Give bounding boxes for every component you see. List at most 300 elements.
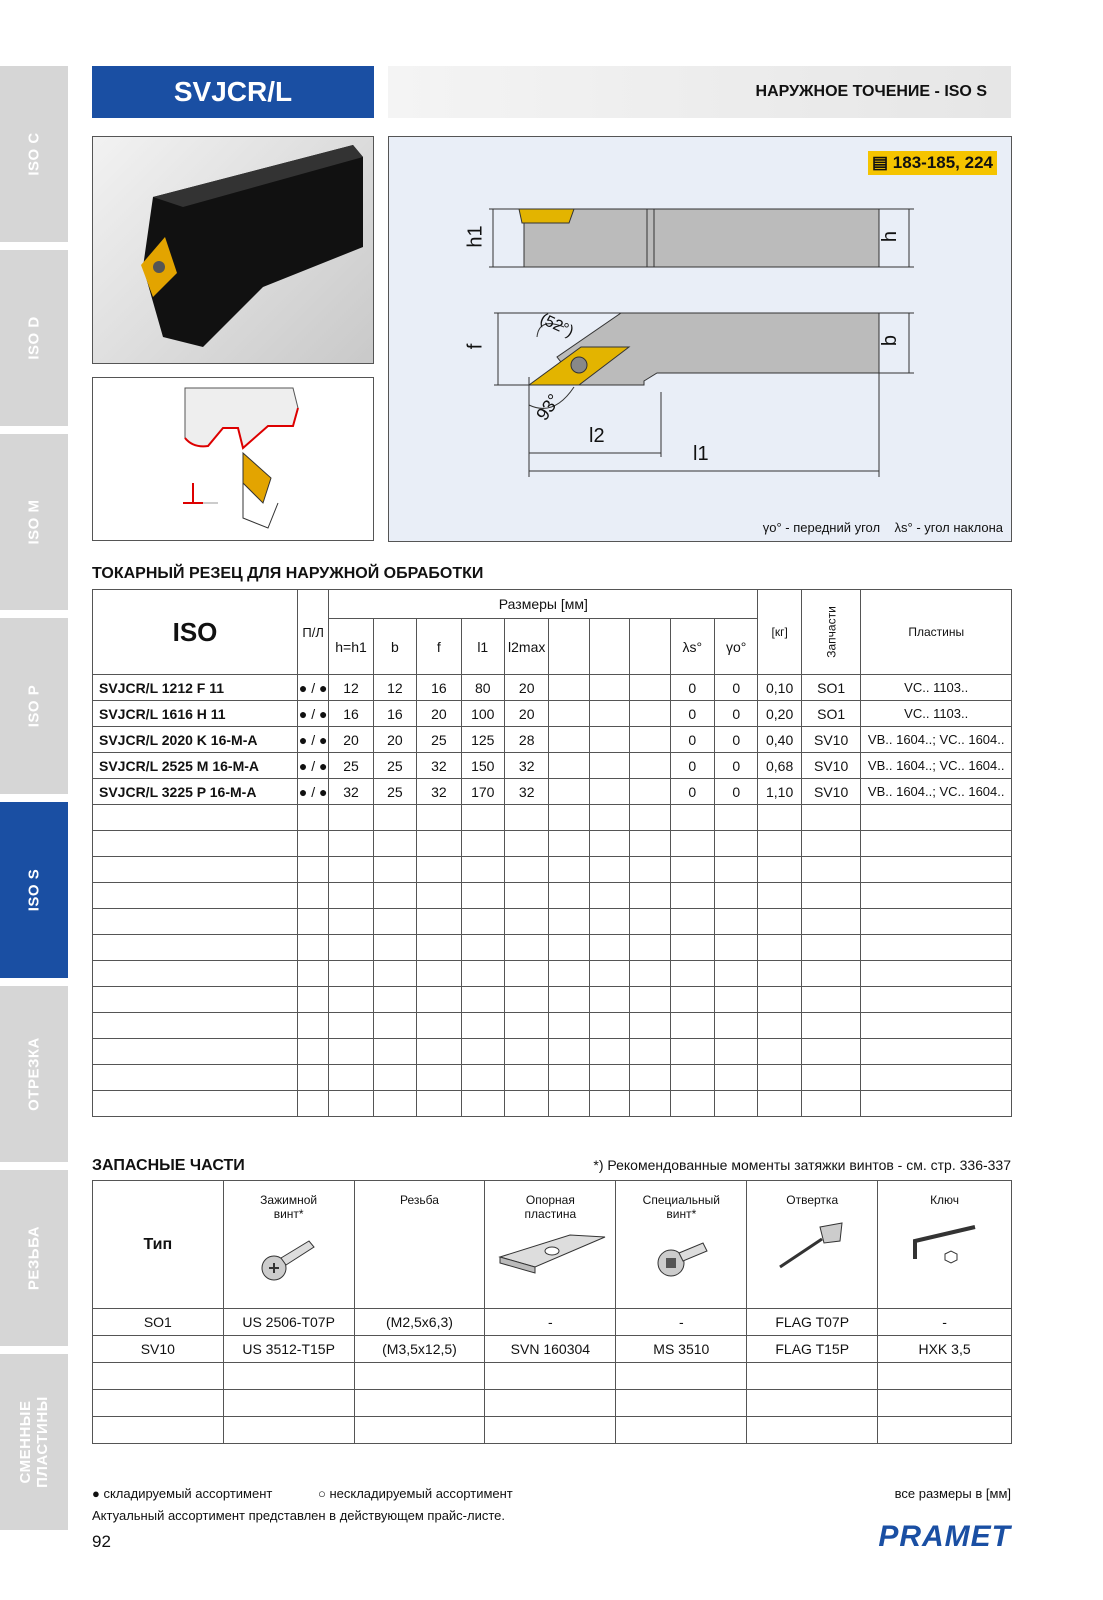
col-header	[630, 619, 670, 675]
cell-f: 32	[417, 753, 461, 779]
empty-cell	[758, 831, 801, 857]
cell-f: 32	[417, 779, 461, 805]
cell-b: 20	[373, 727, 416, 753]
empty-cell	[461, 1065, 504, 1091]
empty-cell	[747, 1417, 878, 1444]
cell-l1: 170	[461, 779, 504, 805]
col-header: b	[373, 619, 416, 675]
empty-cell	[461, 883, 504, 909]
tool-holder-image	[93, 137, 373, 363]
empty-cell	[417, 1065, 461, 1091]
spares-header-label: Запчасти	[824, 606, 839, 658]
side-tab-label: ISO P	[25, 684, 43, 728]
empty-cell	[223, 1390, 354, 1417]
empty-cell	[549, 1039, 589, 1065]
empty-cell	[373, 1039, 416, 1065]
empty-cell	[670, 831, 714, 857]
dimension-drawing	[389, 137, 1011, 541]
empty-cell	[861, 1039, 1012, 1065]
empty-cell	[298, 831, 329, 857]
empty-cell	[223, 1417, 354, 1444]
page-reference: 183-185, 224	[892, 153, 993, 172]
side-tab-iso-p[interactable]	[0, 618, 68, 794]
tool-code: SVJCR/L 2020 K 16-M-A	[93, 727, 298, 753]
cell-l1: 100	[461, 701, 504, 727]
empty-cell	[630, 883, 670, 909]
cell-h: 25	[329, 753, 373, 779]
empty-cell	[504, 987, 548, 1013]
spares-header	[801, 590, 861, 675]
empty-cell	[589, 987, 629, 1013]
tool-code: SVJCR/L 2525 M 16-M-A	[93, 753, 298, 779]
tool-code: SVJCR/L 1616 H 11	[93, 701, 298, 727]
side-tab-label: ISO S	[25, 868, 43, 912]
empty-cell	[373, 1091, 416, 1117]
empty-cell	[589, 831, 629, 857]
cell-h: 16	[329, 701, 373, 727]
empty-cell	[715, 805, 758, 831]
side-tab-label: ISO M	[25, 499, 43, 545]
empty-cell	[504, 805, 548, 831]
col-header: l2max	[504, 619, 548, 675]
cell-spare: SO1	[801, 701, 861, 727]
empty-cell	[373, 883, 416, 909]
shim-plate-icon	[490, 1227, 610, 1277]
cell-go: 0	[715, 753, 758, 779]
empty-cell	[329, 831, 373, 857]
side-tab-label: ОТРЕЗКА	[25, 1037, 43, 1111]
empty-row	[93, 987, 1012, 1013]
dim-label-h1: h1	[464, 225, 487, 248]
empty-cell	[670, 909, 714, 935]
empty-row	[93, 961, 1012, 987]
table-row	[93, 727, 1012, 753]
empty-cell	[801, 1065, 861, 1091]
dim-label-l2: l2	[589, 425, 605, 447]
empty-cell	[461, 1039, 504, 1065]
cell-l2: 32	[504, 779, 548, 805]
empty-cell	[298, 883, 329, 909]
empty-cell	[93, 1039, 298, 1065]
empty-cell	[589, 1091, 629, 1117]
col-header: γo°	[715, 619, 758, 675]
cell-b: 12	[373, 675, 416, 701]
cell-go: 0	[715, 779, 758, 805]
empty-cell	[589, 935, 629, 961]
empty-cell	[373, 909, 416, 935]
empty-cell	[93, 1091, 298, 1117]
empty-cell	[589, 1065, 629, 1091]
empty-cell	[589, 805, 629, 831]
dim-label-f: f	[464, 343, 487, 350]
spares-cell: US 3512-T15P	[223, 1336, 354, 1363]
cell-l1: 150	[461, 753, 504, 779]
empty-cell	[861, 857, 1012, 883]
table-row	[93, 779, 1012, 805]
hex-key-icon	[905, 1219, 985, 1279]
empty-cell	[715, 831, 758, 857]
empty-cell	[670, 883, 714, 909]
empty-cell	[93, 1065, 298, 1091]
empty-cell	[670, 1039, 714, 1065]
category-title	[388, 66, 1011, 118]
spares-col-thread	[354, 1181, 485, 1309]
empty-cell	[861, 805, 1012, 831]
cell-insert: VB.. 1604..; VC.. 1604..	[861, 779, 1012, 805]
empty-cell	[801, 805, 861, 831]
spares-col-shim	[485, 1181, 616, 1309]
spares-cell: SV10	[93, 1336, 224, 1363]
dim-label-l1: l1	[693, 443, 709, 465]
cell-go: 0	[715, 727, 758, 753]
empty-cell	[549, 805, 589, 831]
empty-cell	[504, 1013, 548, 1039]
cell-l2: 20	[504, 701, 548, 727]
empty-cell	[758, 1013, 801, 1039]
empty-cell	[417, 857, 461, 883]
cell-h: 12	[329, 675, 373, 701]
empty-cell	[373, 857, 416, 883]
spares-col-screwdriver	[747, 1181, 878, 1309]
empty-cell	[616, 1390, 747, 1417]
empty-cell	[461, 1013, 504, 1039]
empty-cell	[715, 1039, 758, 1065]
empty-cell	[373, 987, 416, 1013]
empty-cell	[329, 857, 373, 883]
cell-ls: 0	[670, 753, 714, 779]
empty-cell	[715, 961, 758, 987]
empty-cell	[861, 883, 1012, 909]
empty-cell	[298, 1013, 329, 1039]
empty-cell	[549, 1065, 589, 1091]
empty-cell	[223, 1363, 354, 1390]
empty-cell	[461, 805, 504, 831]
empty-cell	[504, 935, 548, 961]
empty-cell	[747, 1363, 878, 1390]
empty-cell	[589, 753, 629, 779]
cell-kg: 0,20	[758, 701, 801, 727]
spares-row	[93, 1336, 1012, 1363]
cell-ls: 0	[670, 779, 714, 805]
empty-cell	[589, 1013, 629, 1039]
col-header: f	[417, 619, 461, 675]
table-row	[93, 701, 1012, 727]
page-number: 92	[92, 1532, 111, 1551]
spares-col-key	[878, 1181, 1012, 1309]
spares-cell: SVN 160304	[485, 1336, 616, 1363]
legend-inclination-angle: λs° - угол наклона	[894, 520, 1003, 535]
empty-cell	[461, 909, 504, 935]
angle-legend	[763, 520, 1003, 535]
empty-cell	[417, 935, 461, 961]
spares-col-clamp-screw	[223, 1181, 354, 1309]
empty-cell	[630, 831, 670, 857]
side-tab-thread[interactable]	[0, 1170, 68, 1346]
empty-cell	[329, 935, 373, 961]
empty-cell	[373, 831, 416, 857]
empty-cell	[589, 857, 629, 883]
empty-cell	[801, 857, 861, 883]
empty-row	[93, 805, 1012, 831]
empty-cell	[461, 987, 504, 1013]
empty-cell	[549, 909, 589, 935]
empty-cell	[373, 805, 416, 831]
empty-cell	[758, 1065, 801, 1091]
empty-cell	[329, 987, 373, 1013]
spares-cell: -	[616, 1309, 747, 1336]
empty-cell	[861, 1013, 1012, 1039]
empty-row	[93, 857, 1012, 883]
empty-cell	[504, 857, 548, 883]
cell-pl: ● / ●	[298, 753, 329, 779]
iso-header: ISO	[93, 590, 298, 675]
empty-cell	[329, 883, 373, 909]
cell-h: 20	[329, 727, 373, 753]
cell-f: 16	[417, 675, 461, 701]
col-header	[589, 619, 629, 675]
empty-cell	[758, 883, 801, 909]
empty-cell	[417, 883, 461, 909]
side-tab-label: ISO C	[25, 132, 43, 176]
side-tab-cutoff[interactable]	[0, 986, 68, 1162]
empty-cell	[93, 1363, 224, 1390]
cell-insert: VC.. 1103..	[861, 675, 1012, 701]
empty-cell	[417, 805, 461, 831]
cell-insert: VB.. 1604..; VC.. 1604..	[861, 727, 1012, 753]
cell-spare: SV10	[801, 727, 861, 753]
empty-cell	[373, 1013, 416, 1039]
empty-cell	[670, 805, 714, 831]
empty-cell	[630, 1039, 670, 1065]
spares-cell: (M2,5x6,3)	[354, 1309, 485, 1336]
cell-h: 32	[329, 779, 373, 805]
empty-cell	[589, 883, 629, 909]
section-title: ТОКАРНЫЙ РЕЗЕЦ ДЛЯ НАРУЖНОЙ ОБРАБОТКИ	[92, 565, 484, 582]
empty-cell	[589, 1039, 629, 1065]
empty-cell	[417, 1091, 461, 1117]
cell-l2: 32	[504, 753, 548, 779]
empty-cell	[549, 987, 589, 1013]
machining-sketch	[93, 378, 373, 540]
empty-cell	[373, 961, 416, 987]
technical-diagram	[388, 136, 1012, 542]
empty-cell	[670, 987, 714, 1013]
empty-cell	[616, 1363, 747, 1390]
empty-cell	[504, 883, 548, 909]
cell-pl: ● / ●	[298, 701, 329, 727]
empty-cell	[549, 935, 589, 961]
page-reference-badge[interactable]: ▤ 183-185, 224	[868, 151, 997, 175]
cell-spare: SV10	[801, 779, 861, 805]
empty-cell	[715, 883, 758, 909]
empty-cell	[589, 909, 629, 935]
empty-cell	[801, 1013, 861, 1039]
empty-cell	[801, 1039, 861, 1065]
empty-row	[93, 1065, 1012, 1091]
empty-cell	[715, 909, 758, 935]
dim-label-h: h	[879, 230, 902, 243]
cell-b: 25	[373, 779, 416, 805]
empty-row	[93, 1417, 1012, 1444]
empty-cell	[758, 961, 801, 987]
empty-cell	[485, 1417, 616, 1444]
clamp-screw-icon	[259, 1233, 319, 1283]
empty-cell	[670, 1013, 714, 1039]
side-tab-label: ISO D	[25, 316, 43, 360]
cell-b: 16	[373, 701, 416, 727]
empty-row	[93, 883, 1012, 909]
spares-table	[92, 1180, 1012, 1444]
empty-cell	[549, 961, 589, 987]
cell-spare: SO1	[801, 675, 861, 701]
empty-cell	[549, 857, 589, 883]
empty-cell	[93, 987, 298, 1013]
empty-cell	[630, 935, 670, 961]
spares-cell: HXK 3,5	[878, 1336, 1012, 1363]
tool-photo	[92, 136, 374, 364]
empty-cell	[758, 935, 801, 961]
col-header	[549, 619, 589, 675]
empty-cell	[461, 831, 504, 857]
cell-go: 0	[715, 675, 758, 701]
empty-cell	[93, 831, 298, 857]
units-note: все размеры в [мм]	[894, 1486, 1011, 1501]
empty-cell	[93, 1417, 224, 1444]
empty-row	[93, 909, 1012, 935]
spares-cell: -	[485, 1309, 616, 1336]
empty-cell	[93, 935, 298, 961]
category-label: НАРУЖНОЕ ТОЧЕНИЕ - ISO S	[755, 83, 987, 100]
spares-type-header: Тип	[93, 1181, 224, 1309]
empty-cell	[329, 1065, 373, 1091]
spares-col-label: Специальный винт*	[642, 1193, 720, 1221]
spares-cell: FLAG T07P	[747, 1309, 878, 1336]
cell-pl: ● / ●	[298, 779, 329, 805]
cell-kg: 0,10	[758, 675, 801, 701]
empty-cell	[549, 1013, 589, 1039]
empty-cell	[298, 961, 329, 987]
col-header: h=h1	[329, 619, 373, 675]
empty-cell	[417, 961, 461, 987]
empty-cell	[670, 1091, 714, 1117]
empty-cell	[630, 857, 670, 883]
empty-cell	[861, 909, 1012, 935]
empty-cell	[861, 831, 1012, 857]
empty-cell	[93, 909, 298, 935]
empty-cell	[861, 987, 1012, 1013]
empty-cell	[461, 857, 504, 883]
empty-cell	[549, 779, 589, 805]
spares-cell: US 2506-T07P	[223, 1309, 354, 1336]
empty-cell	[715, 1065, 758, 1091]
empty-cell	[461, 935, 504, 961]
empty-cell	[878, 1363, 1012, 1390]
empty-cell	[298, 1091, 329, 1117]
empty-cell	[504, 1065, 548, 1091]
empty-cell	[861, 1091, 1012, 1117]
spares-cell: SO1	[93, 1309, 224, 1336]
empty-cell	[504, 1039, 548, 1065]
empty-cell	[485, 1363, 616, 1390]
spares-col-label: Отвертка	[786, 1193, 839, 1207]
cell-insert: VB.. 1604..; VC.. 1604..	[861, 753, 1012, 779]
col-header: λs°	[670, 619, 714, 675]
empty-cell	[878, 1390, 1012, 1417]
empty-cell	[630, 1091, 670, 1117]
empty-cell	[329, 961, 373, 987]
empty-cell	[589, 779, 629, 805]
empty-cell	[758, 987, 801, 1013]
legend-rake-angle: γo° - передний угол	[762, 520, 881, 535]
empty-cell	[630, 961, 670, 987]
empty-cell	[861, 961, 1012, 987]
empty-cell	[329, 1039, 373, 1065]
empty-cell	[801, 935, 861, 961]
empty-cell	[329, 1013, 373, 1039]
dims-header: Размеры [мм]	[329, 590, 758, 619]
empty-row	[93, 1013, 1012, 1039]
empty-cell	[417, 1013, 461, 1039]
empty-cell	[589, 675, 629, 701]
empty-cell	[461, 1091, 504, 1117]
empty-cell	[670, 961, 714, 987]
empty-cell	[485, 1390, 616, 1417]
empty-cell	[504, 961, 548, 987]
side-tab-iso-d[interactable]	[0, 250, 68, 426]
empty-cell	[329, 909, 373, 935]
empty-cell	[801, 1091, 861, 1117]
empty-cell	[504, 1091, 548, 1117]
special-screw-icon	[651, 1233, 711, 1283]
empty-cell	[861, 1065, 1012, 1091]
side-tab-iso-s[interactable]	[0, 802, 68, 978]
side-tab-label: РЕЗЬБА	[25, 1225, 43, 1291]
empty-cell	[801, 987, 861, 1013]
empty-cell	[747, 1390, 878, 1417]
side-tab-inserts[interactable]	[0, 1354, 68, 1530]
empty-cell	[298, 987, 329, 1013]
empty-cell	[715, 857, 758, 883]
table-row	[93, 753, 1012, 779]
spares-cell: MS 3510	[616, 1336, 747, 1363]
cell-spare: SV10	[801, 753, 861, 779]
cell-pl: ● / ●	[298, 675, 329, 701]
legend-stock: ● складируемый ассортимент	[92, 1486, 273, 1501]
cell-ls: 0	[670, 727, 714, 753]
empty-cell	[93, 857, 298, 883]
empty-cell	[715, 1091, 758, 1117]
tool-table	[92, 589, 1012, 1117]
angle-label-52: (52°)	[537, 310, 577, 341]
empty-cell	[670, 935, 714, 961]
empty-cell	[93, 961, 298, 987]
empty-cell	[758, 805, 801, 831]
empty-cell	[373, 1065, 416, 1091]
empty-cell	[549, 675, 589, 701]
empty-cell	[549, 753, 589, 779]
cell-go: 0	[715, 701, 758, 727]
empty-cell	[354, 1417, 485, 1444]
empty-cell	[715, 935, 758, 961]
cell-l2: 28	[504, 727, 548, 753]
tool-code: SVJCR/L 1212 F 11	[93, 675, 298, 701]
empty-cell	[878, 1417, 1012, 1444]
empty-row	[93, 831, 1012, 857]
empty-cell	[549, 883, 589, 909]
side-tab-iso-c[interactable]	[0, 66, 68, 242]
empty-cell	[354, 1390, 485, 1417]
side-tab-iso-m[interactable]	[0, 434, 68, 610]
